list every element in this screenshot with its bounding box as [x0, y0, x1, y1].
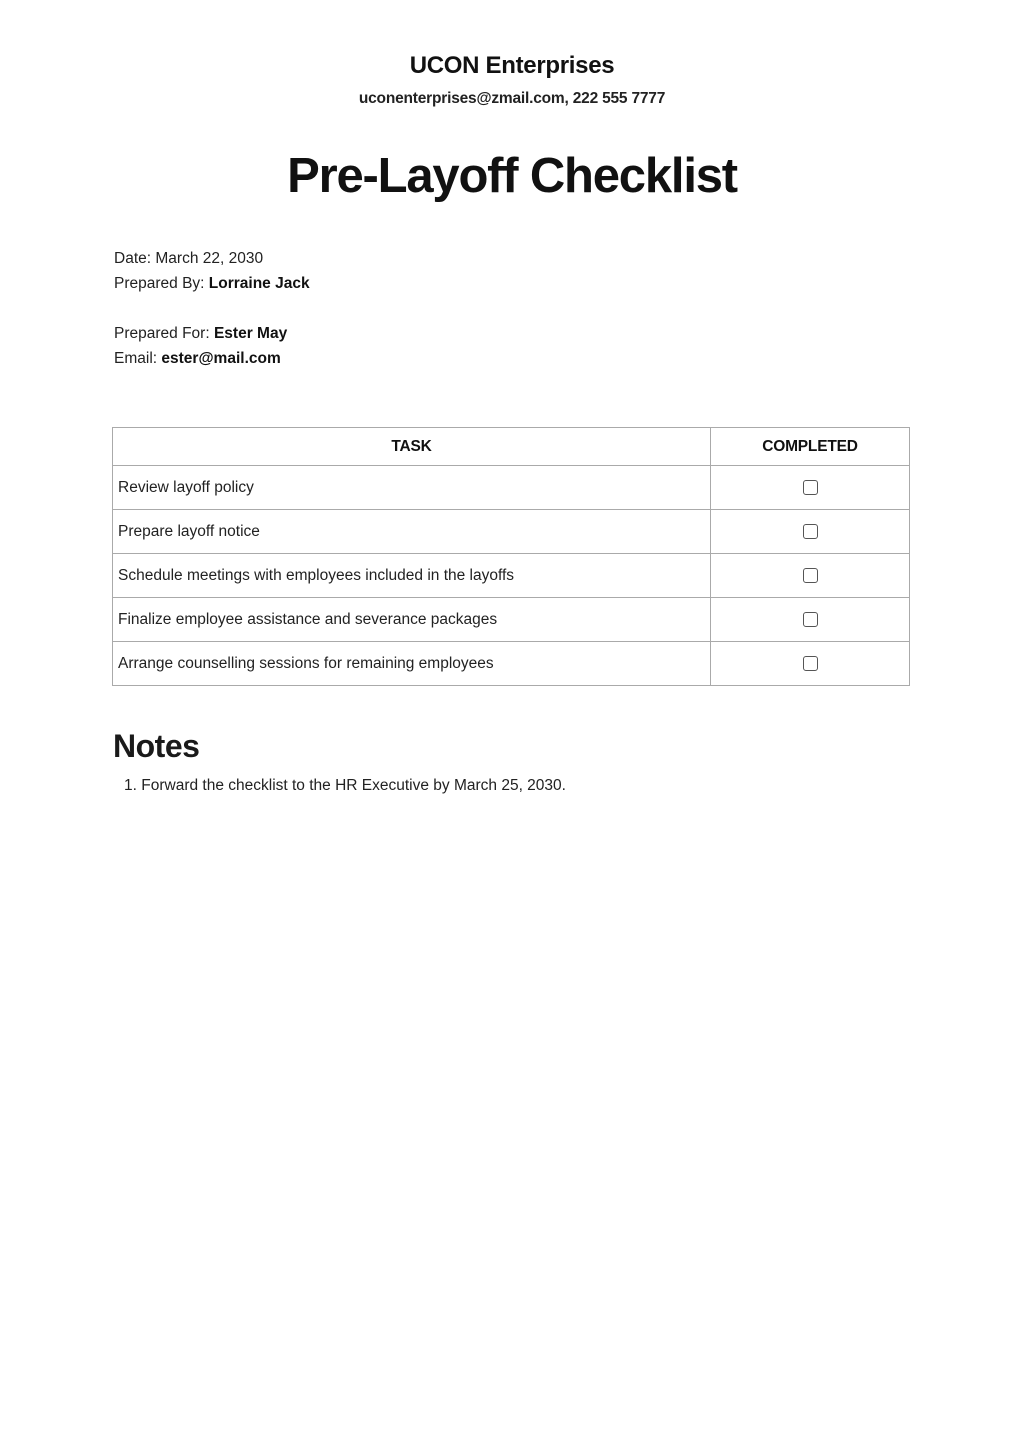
prepared-for-value: Ester May [213, 325, 288, 342]
completed-checkbox[interactable] [803, 612, 818, 627]
prepared-by-line [114, 275, 310, 293]
note-text: Forward the checklist to the HR Executive by March 25, 2030. [141, 777, 566, 794]
completed-cell [711, 554, 910, 598]
task-cell: Prepare layoff notice [113, 510, 711, 554]
completed-cell [711, 466, 910, 510]
page-title: Pre-Layoff Checklist [287, 149, 737, 203]
task-cell: Review layoff policy [113, 466, 711, 510]
note-item [124, 776, 566, 796]
prepared-by-label: Prepared By: [114, 275, 205, 292]
table-header-row [113, 428, 910, 466]
task-cell: Arrange counselling sessions for remaining employees [113, 642, 711, 686]
table-row [113, 466, 910, 510]
task-cell: Schedule meetings with employees included in the layoffs [113, 554, 711, 598]
note-number: 1. [124, 777, 137, 794]
column-header-task: TASK [113, 428, 711, 466]
date-line [114, 250, 263, 268]
email-line [114, 350, 281, 368]
checklist-table [112, 427, 910, 686]
table-row [113, 554, 910, 598]
completed-cell [711, 598, 910, 642]
completed-checkbox[interactable] [803, 480, 818, 495]
notes-heading: Notes [113, 728, 200, 764]
completed-cell [711, 642, 910, 686]
table-row [113, 642, 910, 686]
completed-checkbox[interactable] [803, 656, 818, 671]
prepared-for-label: Prepared For: [114, 325, 210, 342]
prepared-by-value: Lorraine Jack [208, 275, 310, 292]
table-row [113, 510, 910, 554]
company-name: UCON Enterprises [409, 52, 615, 79]
completed-checkbox[interactable] [803, 524, 818, 539]
date-label: Date: [114, 250, 152, 267]
prepared-for-line [114, 325, 287, 343]
task-cell: Finalize employee assistance and severance packages [113, 598, 711, 642]
notes-list [124, 776, 566, 796]
table-row [113, 598, 910, 642]
company-contact: uconenterprises@zmail.com, 222 555 7777 [358, 90, 666, 107]
column-header-completed: COMPLETED [711, 428, 910, 466]
email-value: ester@mail.com [161, 350, 281, 367]
completed-cell [711, 510, 910, 554]
email-label: Email: [114, 350, 158, 367]
date-value: March 22, 2030 [155, 250, 264, 267]
completed-checkbox[interactable] [803, 568, 818, 583]
